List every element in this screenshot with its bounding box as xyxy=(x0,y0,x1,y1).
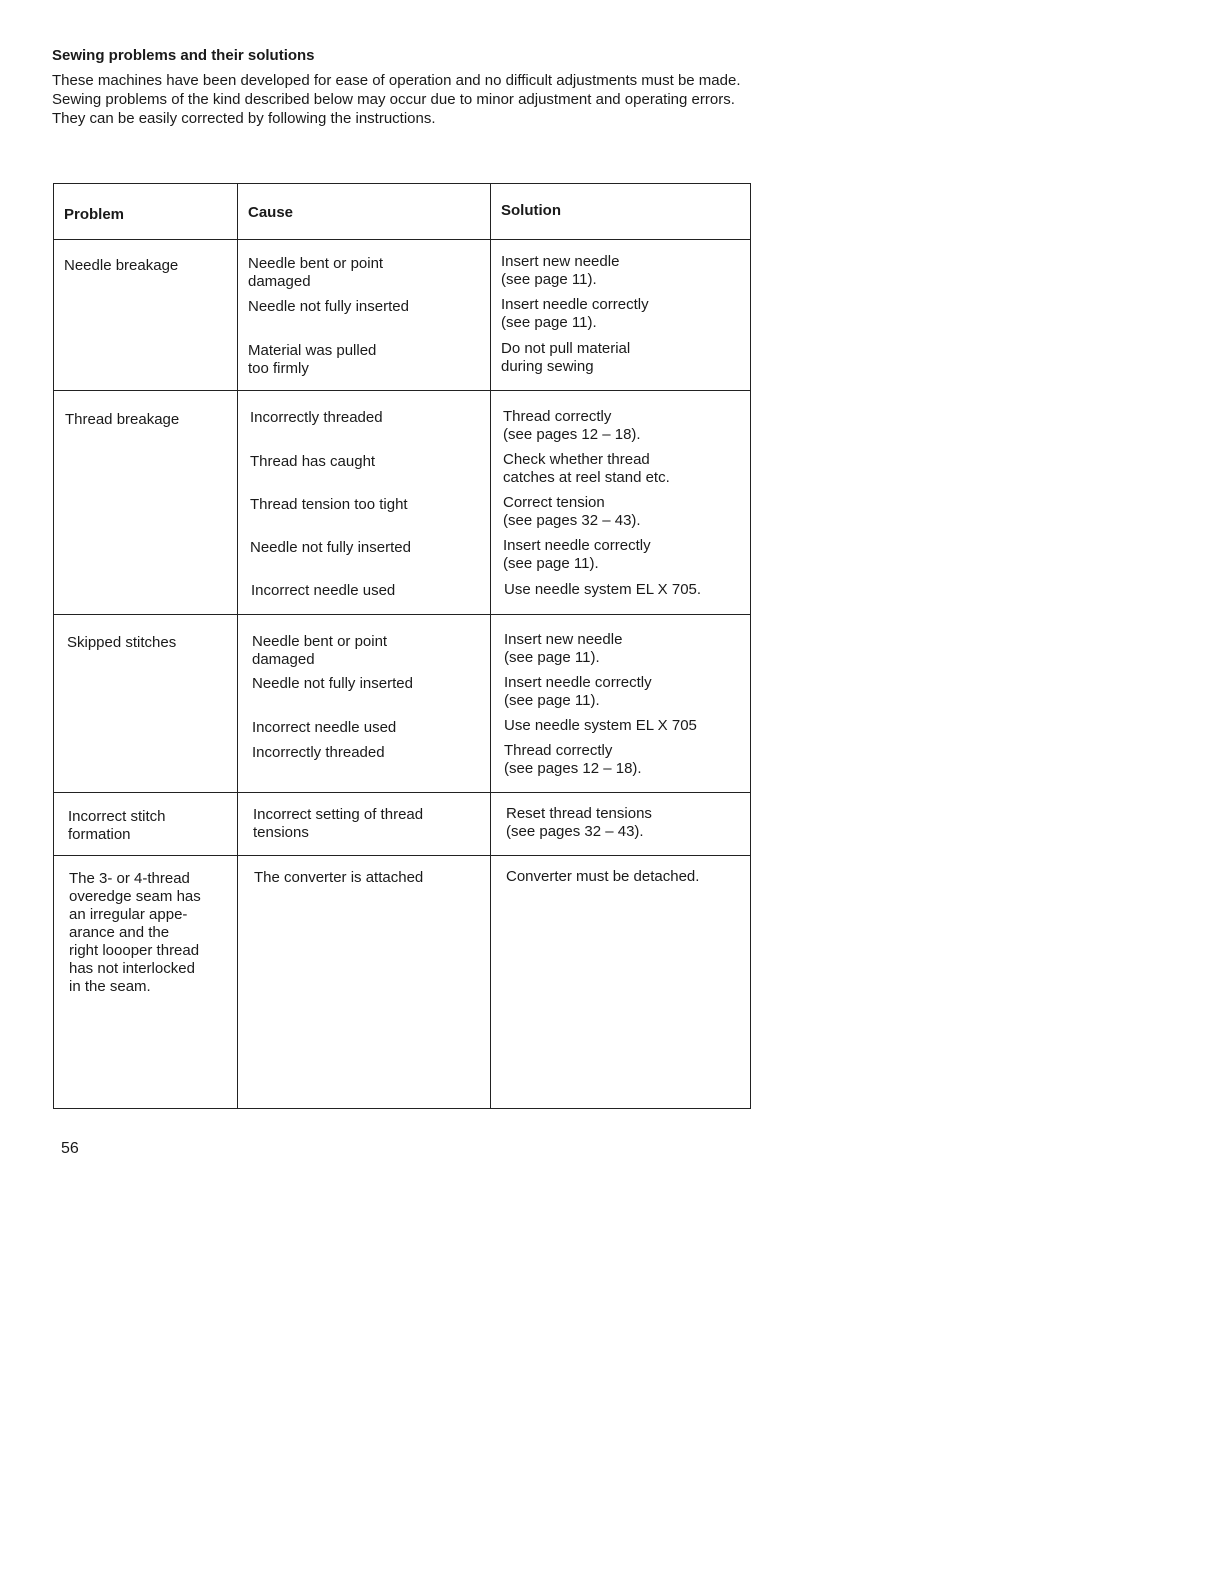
solution-cell: Insert new needle (see page 11). xyxy=(501,253,620,288)
cause-cell: Needle bent or point damaged xyxy=(248,255,384,290)
row-divider xyxy=(54,239,750,240)
solution-cell: Insert needle correctly (see page 11). xyxy=(501,296,649,331)
page-number: 56 xyxy=(61,1140,79,1157)
row-divider xyxy=(54,390,750,391)
page-heading: Sewing problems and their solutions xyxy=(52,47,315,64)
cause-cell: Thread tension too tight xyxy=(250,496,408,513)
problem-cell: Needle breakage xyxy=(64,257,179,274)
solution-cell: Insert needle correctly (see page 11). xyxy=(504,674,652,709)
solution-cell: Use needle system EL X 705 xyxy=(504,717,697,734)
solution-cell: Insert needle correctly (see page 11). xyxy=(503,537,651,572)
solution-cell: Check whether thread catches at reel stand etc. xyxy=(503,451,670,486)
cause-cell: Needle not fully inserted xyxy=(250,539,411,556)
cause-cell: Needle not fully inserted xyxy=(248,298,409,315)
cause-cell: Needle not fully inserted xyxy=(252,675,413,692)
row-divider xyxy=(54,792,750,793)
solution-cell: Correct tension (see pages 32 – 43). xyxy=(503,494,641,529)
cause-cell: Needle bent or point damaged xyxy=(252,633,388,668)
solution-cell: Reset thread tensions (see pages 32 – 43). xyxy=(506,805,652,840)
solution-cell: Insert new needle (see page 11). xyxy=(504,631,623,666)
problem-cell: The 3- or 4-thread overedge seam has an irregular appe- arance and the right loooper thread has not interlocked in the seam. xyxy=(69,870,201,995)
problem-cell: Incorrect stitch formation xyxy=(68,808,166,843)
intro-paragraph: These machines have been developed for ease of operation and no difficult adjustments must be made. Sewing problems of the kind described below may occur due to minor adjustment and operating errors. They can be easily corrected by following the instructions. xyxy=(52,72,741,127)
solution-cell: Use needle system EL X 705. xyxy=(504,581,702,598)
row-divider xyxy=(54,614,750,615)
cause-cell: Incorrect needle used xyxy=(252,719,397,736)
cause-cell: The converter is attached xyxy=(254,869,424,886)
solution-cell: Converter must be detached. xyxy=(506,868,700,885)
troubleshooting-table xyxy=(53,183,751,1109)
cause-cell: Incorrect setting of thread tensions xyxy=(253,806,424,841)
solution-cell: Do not pull material during sewing xyxy=(501,340,631,375)
cause-cell: Incorrectly threaded xyxy=(252,744,385,761)
problem-cell: Skipped stitches xyxy=(67,634,177,651)
column-divider xyxy=(490,184,491,1108)
header-cause: Cause xyxy=(248,204,294,221)
header-solution: Solution xyxy=(501,202,561,219)
problem-cell: Thread breakage xyxy=(65,411,180,428)
header-problem: Problem xyxy=(64,206,125,223)
solution-cell: Thread correctly (see pages 12 – 18). xyxy=(503,408,641,443)
cause-cell: Thread has caught xyxy=(250,453,376,470)
row-divider xyxy=(54,855,750,856)
cause-cell: Material was pulled too firmly xyxy=(248,342,377,377)
cause-cell: Incorrectly threaded xyxy=(250,409,383,426)
column-divider xyxy=(237,184,238,1108)
cause-cell: Incorrect needle used xyxy=(251,582,396,599)
solution-cell: Thread correctly (see pages 12 – 18). xyxy=(504,742,642,777)
